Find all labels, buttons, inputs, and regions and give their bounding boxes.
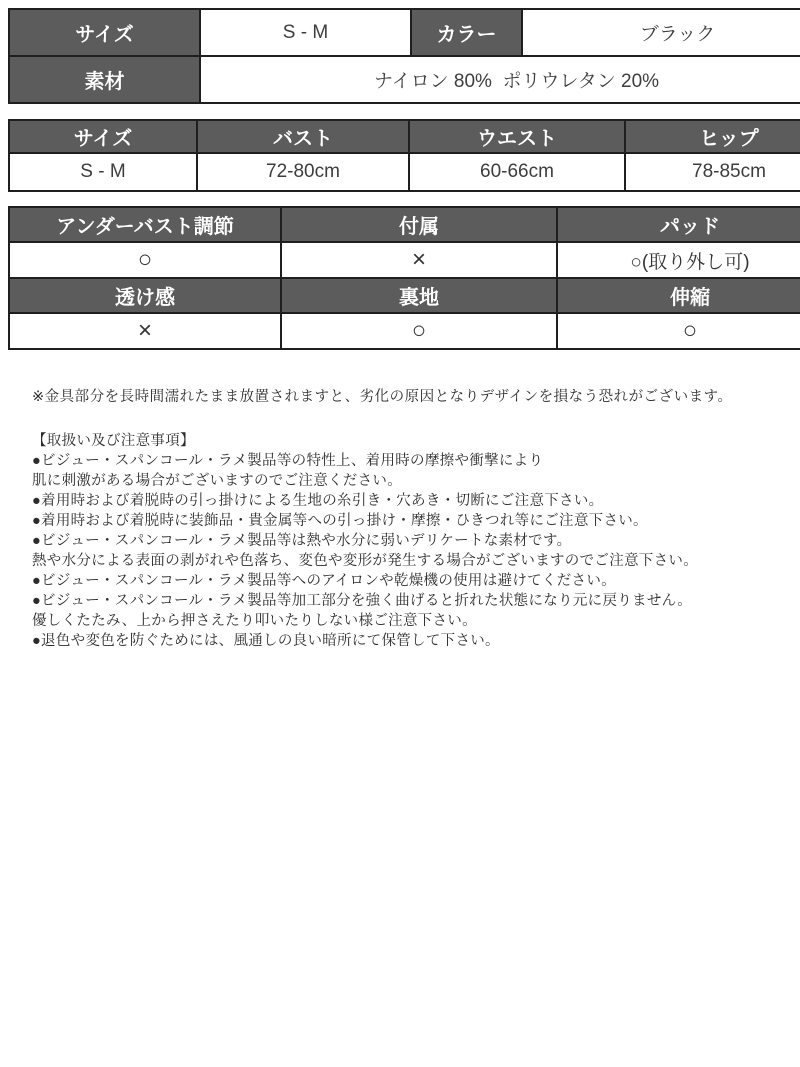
handling-note-line: 優しくたたみ、上から押さえたり叩いたりしない様ご注意下さい。 (32, 613, 477, 629)
metal-parts-warning: ※金具部分を長時間濡れたまま放置されますと、劣化の原因となりデザインを損なう恐れがございます。 (32, 389, 733, 405)
measure-hip-value-cell: 78-85cm (625, 153, 800, 191)
table-row (9, 56, 800, 103)
stretch-value-cell: ○ (557, 313, 800, 349)
spec-color-material-table (8, 8, 800, 104)
table-row (9, 120, 800, 153)
handling-note-line: 熱や水分による表面の剥がれや色落ち、変色や変形が発生する場合がございますのでご注意下さい。 (32, 553, 698, 569)
table-row (9, 242, 800, 278)
notes-section (8, 387, 792, 651)
lining-header-cell: 裏地 (281, 278, 557, 313)
measure-waist-value-cell: 60-66cm (409, 153, 625, 191)
underbust-adjust-header-cell: アンダーバスト調節 (9, 207, 281, 242)
measure-bust-value-cell: 72-80cm (197, 153, 409, 191)
accessory-header-cell: 付属 (281, 207, 557, 242)
stretch-header-cell: 伸縮 (557, 278, 800, 313)
table-row (9, 207, 800, 242)
handling-note-line: ●ビジュー・スパンコール・ラメ製品等加工部分を強く曲げると折れた状態になり元に戻りません。 (32, 593, 693, 609)
measure-size-value-cell: S - M (9, 153, 197, 191)
color-value-cell: ブラック (522, 9, 800, 56)
measure-waist-header-cell: ウエスト (409, 120, 625, 153)
size-value-cell: S - M (200, 9, 411, 56)
pad-header-cell: パッド (557, 207, 800, 242)
underbust-adjust-value-cell: ○ (9, 242, 281, 278)
accessory-value-cell: × (281, 242, 557, 278)
table-row (9, 9, 800, 56)
measure-size-header-cell: サイズ (9, 120, 197, 153)
handling-note-line: ●着用時および着脱時の引っ掛けによる生地の糸引き・穴あき・切断にご注意下さい。 (32, 493, 604, 509)
lining-value-cell: ○ (281, 313, 557, 349)
sheerness-header-cell: 透け感 (9, 278, 281, 313)
handling-note-line: 肌に刺激がある場合がございますのでご注意ください。 (32, 473, 402, 489)
handling-notes (32, 431, 782, 651)
pad-value-cell: ○(取り外し可) (557, 242, 800, 278)
measurement-table (8, 119, 800, 192)
handling-note-line: ●ビジュー・スパンコール・ラメ製品等へのアイロンや乾燥機の使用は避けてください。 (32, 573, 616, 589)
size-header-cell: サイズ (9, 9, 200, 56)
measure-bust-header-cell: バスト (197, 120, 409, 153)
measure-hip-header-cell: ヒップ (625, 120, 800, 153)
table-row (9, 278, 800, 313)
material-value-cell: ナイロン 80% ポリウレタン 20% (200, 56, 800, 103)
table-row (9, 313, 800, 349)
handling-note-line: ●退色や変色を防ぐためには、風通しの良い暗所にて保管して下さい。 (32, 633, 500, 649)
handling-note-line: ●ビジュー・スパンコール・ラメ製品等の特性上、着用時の摩擦や衝撃により (32, 453, 544, 469)
feature-table (8, 206, 800, 350)
table-row (9, 153, 800, 191)
handling-note-line: ●着用時および着脱時に装飾品・貴金属等への引っ掛け・摩擦・ひきつれ等にご注意下さい。 (32, 513, 648, 529)
color-header-cell: カラー (411, 9, 522, 56)
handling-title: 【取扱い及び注意事項】 (32, 433, 195, 449)
handling-note-line: ●ビジュー・スパンコール・ラメ製品等は熱や水分に弱いデリケートな素材です。 (32, 533, 572, 549)
sheerness-value-cell: × (9, 313, 281, 349)
material-header-cell: 素材 (9, 56, 200, 103)
